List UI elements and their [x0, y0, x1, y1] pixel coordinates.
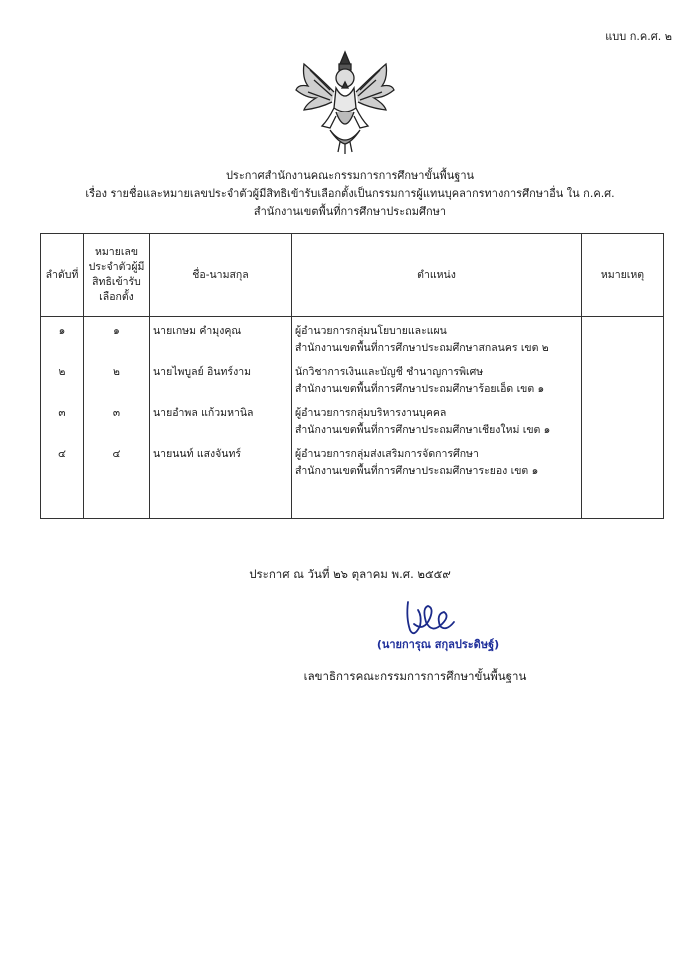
position-office: สำนักงานเขตพื้นที่การศึกษาประถมศึกษาระยอง เขต ๑ [295, 464, 539, 477]
row-cell-name [150, 317, 292, 519]
candidate-name: นายอำพล แก้วมหานิล [153, 407, 254, 419]
remark [585, 446, 660, 487]
candidate-number: ๑ [113, 325, 120, 337]
position-title: ผู้อำนวยการกลุ่มส่งเสริมการจัดการศึกษา [295, 448, 479, 460]
candidate-name: นายนนท์ แสงจันทร์ [153, 448, 242, 460]
index: ๓ [58, 407, 66, 419]
position-office: สำนักงานเขตพื้นที่การศึกษาประถมศึกษาสกลนคร เขต ๒ [295, 341, 549, 354]
position-office: สำนักงานเขตพื้นที่การศึกษาประถมศึกษาร้อยเอ็ด เขต ๑ [295, 382, 545, 395]
index: ๑ [58, 325, 66, 337]
garuda-emblem-icon [290, 46, 400, 156]
signer-name: (นายการุณ สกุลประดิษฐ์) [376, 638, 500, 651]
candidate-name: นายเกษม คำมุงคุณ [153, 325, 242, 337]
candidate-position [295, 446, 578, 487]
index: ๔ [58, 448, 66, 460]
header-index: ลำดับที่ [41, 234, 84, 317]
candidate-position [295, 364, 578, 405]
candidate-name: นายไพบูลย์ อินทร์งาม [153, 366, 252, 378]
candidate-position [295, 405, 578, 446]
table-row [41, 317, 664, 519]
candidate-number: ๓ [112, 407, 121, 419]
row-cell-number [84, 317, 150, 519]
position-title: นักวิชาการเงินและบัญชี ชำนาญการพิเศษ [295, 366, 484, 378]
candidate-number: ๔ [112, 448, 121, 460]
header-number: หมายเลขประจำตัวผู้มีสิทธิเข้ารับเลือกตั้ง [84, 234, 150, 317]
position-office: สำนักงานเขตพื้นที่การศึกษาประถมศึกษาเชียงใหม่ เขต ๑ [295, 423, 551, 436]
form-code: แบบ ก.ค.ศ. ๒ [605, 30, 672, 43]
remark [585, 364, 660, 405]
header-position: ตำแหน่ง [292, 234, 582, 317]
candidate-table [40, 233, 664, 519]
document-heading [0, 167, 700, 221]
heading-subject: เรื่อง รายชื่อและหมายเลขประจำตัวผู้มีสิทธิเข้ารับเลือกตั้งเป็นกรรมการผู้แทนบุคลากรทางการศึกษาอื่น ใน ก.ค.ศ. [85, 187, 615, 200]
heading-office: สำนักงานเขตพื้นที่การศึกษาประถมศึกษา [253, 205, 447, 218]
candidate-position [295, 323, 578, 364]
position-title: ผู้อำนวยการกลุ่มบริหารงานบุคคล [295, 407, 447, 419]
remark [585, 323, 660, 364]
header-remark: หมายเหตุ [582, 234, 664, 317]
position-title: ผู้อำนวยการกลุ่มนโยบายและแผน [295, 325, 447, 337]
index: ๒ [58, 366, 66, 378]
table-header-row [41, 234, 664, 317]
row-cell-index [41, 317, 84, 519]
announcement-date: ประกาศ ณ วันที่ ๒๖ ตุลาคม พ.ศ. ๒๕๕๙ [249, 567, 451, 581]
candidate-number: ๒ [113, 366, 120, 378]
signer-title: เลขาธิการคณะกรรมการการศึกษาขั้นพื้นฐาน [303, 669, 527, 683]
header-name: ชื่อ-นามสกุล [150, 234, 292, 317]
row-cell-position [292, 317, 582, 519]
row-cell-remark [582, 317, 664, 519]
heading-line: ประกาศสำนักงานคณะกรรมการการศึกษาขั้นพื้นฐาน [225, 169, 475, 182]
remark [585, 405, 660, 446]
